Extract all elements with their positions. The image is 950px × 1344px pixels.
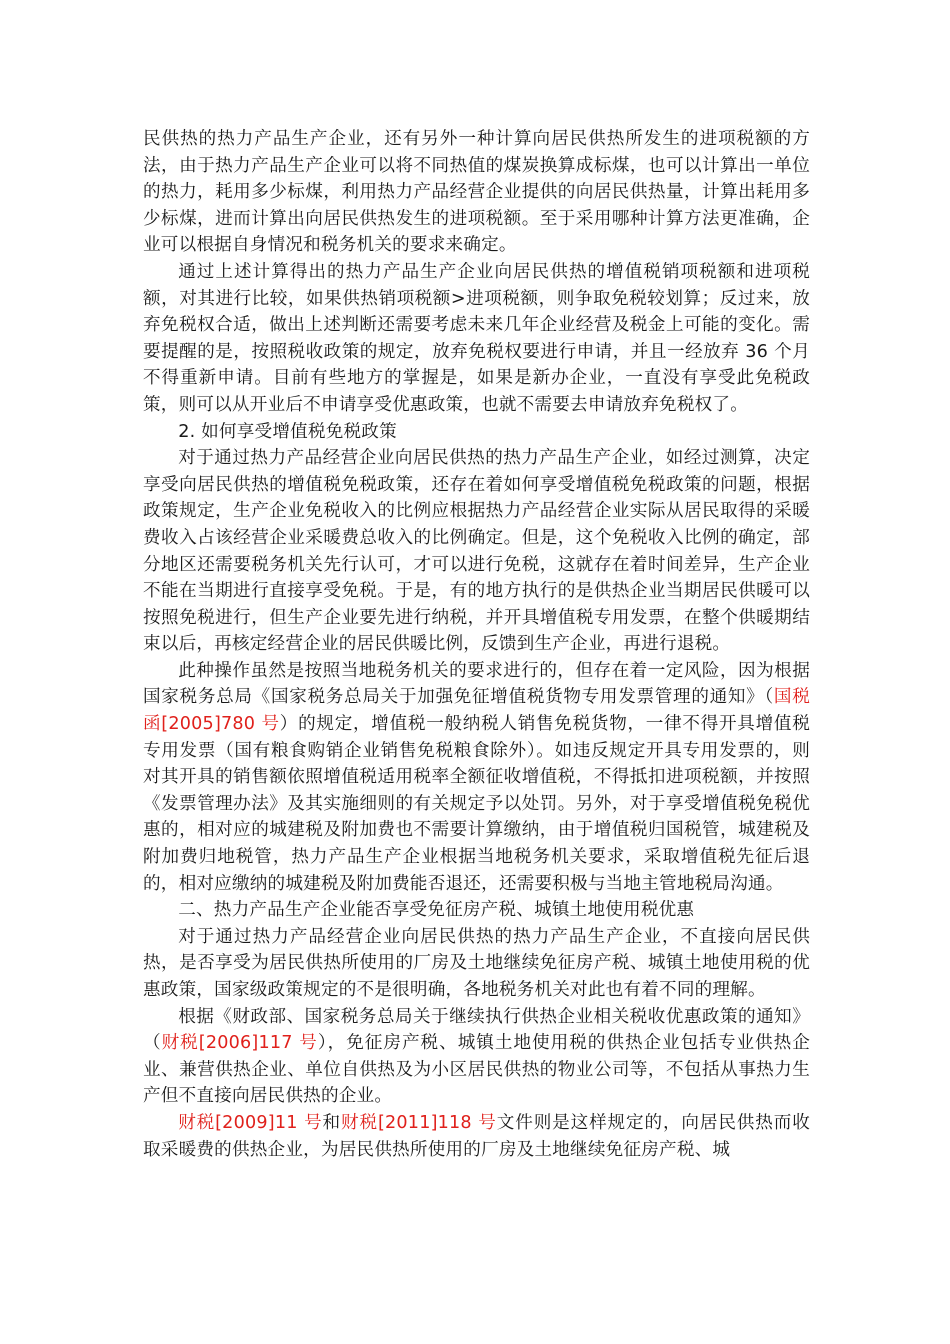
paragraph-text: ），免征房产税、城镇土地使用税的供热企业包括专业供热企业、兼营供热企业、单位自供热及为小区居民供热的物业公司等，不包括从事热力生产但不直接向居民供热的企业。 (143, 1033, 811, 1107)
paragraph-text: 民供热的热力产品生产企业，还有另外一种计算向居民供热所发生的进项税额的方法，由于热力产品生产企业可以将不同热值的煤炭换算成标煤，也可以计算出一单位的热力，耗用多少标煤，利用热力产品经营企业提供的向居民供热量，计算出耗用多少标煤，进而计算出向居民供热发生的进项税额。至于采用哪种计算方法更准确，企业可以根据自身情况和税务机关的要求来确定。 (143, 129, 810, 256)
paragraph-p5 (143, 658, 810, 897)
paragraph-text: 文件则是这样规定的，向居民供热而收取采暖费的供热企业，为居民供热所使用的厂房及土地继续免征房产税、城 (143, 1112, 811, 1160)
paragraph-p7 (143, 924, 810, 1004)
paragraph-text: 此种操作虽然是按照当地税务机关的要求进行的，但存在着一定风险，因为根据国家税务总局《国家税务总局关于加强免征增值税货物专用发票管理的通知》（ (143, 660, 810, 708)
paragraph-text: ）的规定，增值税一般纳税人销售免税货物，一律不得开具增值税专用发票（国有粮食购销企业销售免税粮食除外）。如违反规定开具专用发票的，则对其开具的销售额依照增值税适用税率全额征收增值税，不得抵扣进项税额，并按照《发票管理办法》及其实施细则的有关规定予以处罚。另外，对于享受增值税免税优惠的，相对应的城建税及附加费也不需要计算缴纳，由于增值税归国税管，城建税及附加费归地税管，热力产品生产企业根据当地税务机关要求，采取增值税先征后退的，相对应缴纳的城建税及附加费能否退还，还需要积极与当地主管地税局沟通。 (143, 714, 811, 894)
paragraph-p9 (143, 1110, 810, 1163)
document-reference-link[interactable]: 财税[2006]117 号 (161, 1033, 318, 1054)
paragraph-p6 (143, 897, 810, 924)
paragraph-p2 (143, 259, 810, 419)
paragraph-text: 通过上述计算得出的热力产品生产企业向居民供热的增值税销项税额和进项税额，对其进行比较，如果供热销项税额>进项税额，则争取免税较划算；反过来，放弃免税权合适，做出上述判断还需要考虑未来几年企业经营及税金上可能的变化。需要提醒的是，按照税收政策的规定，放弃免税权要进行申请，并且一经放弃 36 个月不得重新申请。目前有些地方的掌握是，如果是新办企业，一直没有享受此免税政策，则可以从开业后不申请享受优惠政策，也就不需要去申请放弃免税权了。 (143, 261, 810, 415)
document-body (143, 126, 810, 1163)
paragraph-text: 2. 如何享受增值税免税政策 (178, 421, 397, 442)
document-reference-link[interactable]: 财税[2011]118 号 (341, 1112, 497, 1133)
paragraph-text: 对于通过热力产品经营企业向居民供热的热力产品生产企业，不直接向居民供热，是否享受为居民供热所使用的厂房及土地继续免征房产税、城镇土地使用税的优惠政策，国家级政策规定的不是很明确，各地税务机关对此也有着不同的理解。 (143, 926, 810, 1000)
paragraph-p8 (143, 1004, 810, 1110)
paragraph-text: 对于通过热力产品经营企业向居民供热的热力产品生产企业，如经过测算，决定享受向居民供热的增值税免税政策，还存在着如何享受增值税免税政策的问题，根据政策规定，生产企业免税收入的比例应根据热力产品经营企业实际从居民取得的采暖费收入占该经营企业采暖费总收入的比例确定。但是，这个免税收入比例的确定，部分地区还需要税务机关先行认可，才可以进行免税，这就存在着时间差异，生产企业不能在当期进行直接享受免税。于是，有的地方执行的是供热企业当期居民供暖可以按照免税进行，但生产企业要先进行纳税，并开具增值税专用发票，在整个供暖期结束以后，再核定经营企业的居民供暖比例，反馈到生产企业，再进行退税。 (143, 448, 810, 655)
document-reference-link[interactable]: 财税[2009]11 号 (178, 1112, 323, 1133)
paragraph-p1 (143, 126, 810, 259)
paragraph-p3 (143, 419, 810, 446)
paragraph-p4 (143, 445, 810, 658)
paragraph-text: 二、热力产品生产企业能否享受免征房产税、城镇土地使用税优惠 (178, 900, 695, 921)
paragraph-text: 和 (322, 1112, 342, 1133)
paragraph-text: 根据《财政部、国家税务总局关于继续执行供热企业相关税收优惠政策的通知》（ (143, 1006, 810, 1054)
document-reference-link[interactable]: 国税函[2005]780 号 (143, 687, 810, 735)
